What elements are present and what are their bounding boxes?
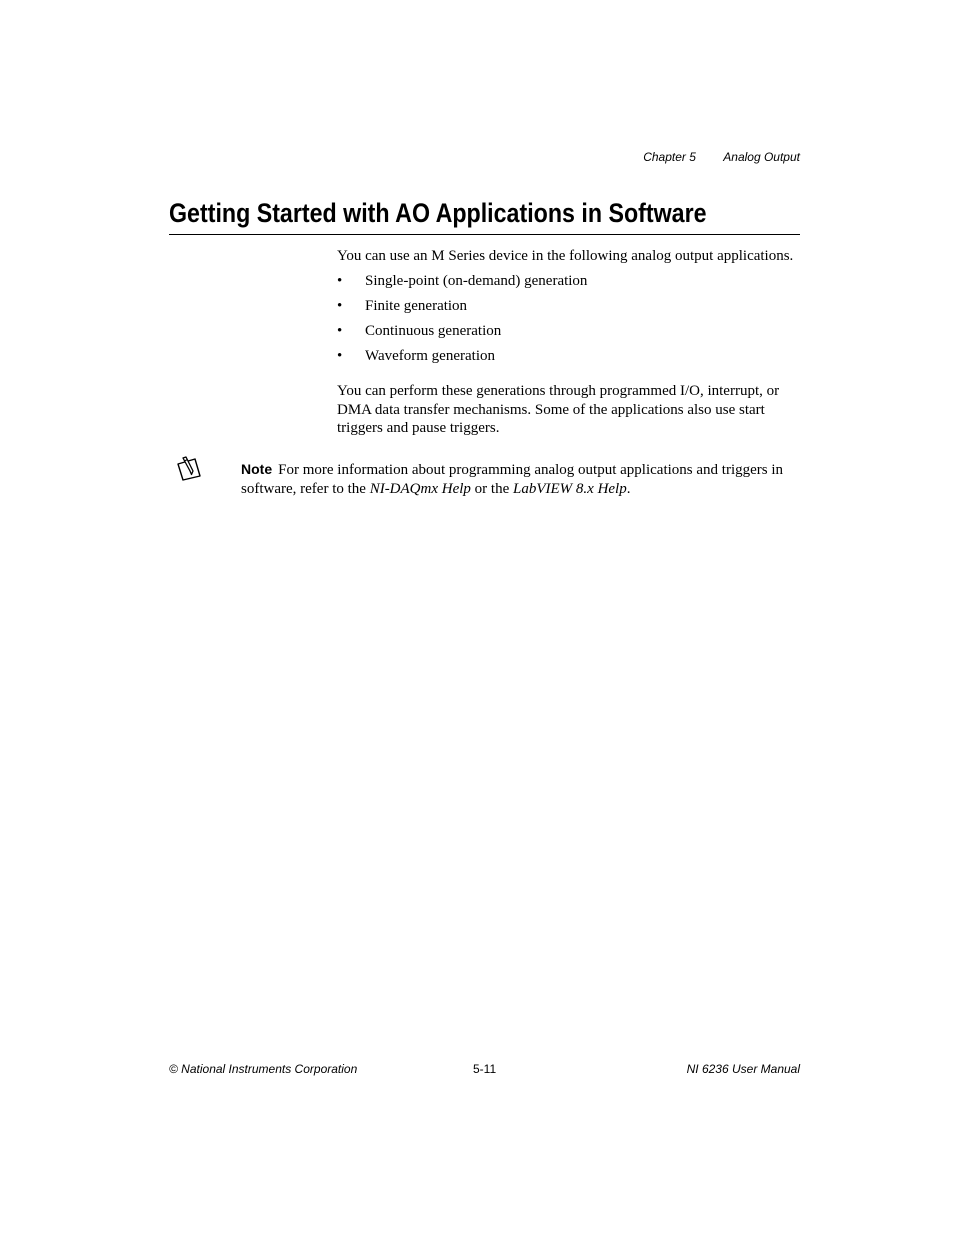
- note-label: Note: [241, 461, 273, 477]
- reference-daqmx-help: NI-DAQmx Help: [369, 480, 471, 497]
- list-item-text: Finite generation: [365, 298, 468, 314]
- application-list: [337, 272, 801, 372]
- section-title: Getting Started with AO Applications in Software: [169, 198, 707, 228]
- list-item: [337, 272, 801, 297]
- note-paragraph: [241, 460, 801, 498]
- intro-paragraph: You can use an M Series device in the following analog output applications.: [337, 248, 794, 264]
- bullet-icon: •: [337, 323, 343, 339]
- bullet-icon: •: [337, 273, 343, 289]
- transfer-paragraph: You can perform these generations through programmed I/O, interrupt, or DMA data transfer mechanisms. Some of the applications also use start triggers and pause triggers.: [337, 383, 780, 436]
- reference-labview-help: LabVIEW 8.x Help: [513, 480, 627, 497]
- header-section: Analog Output: [723, 150, 800, 164]
- list-item-text: Single-point (on-demand) generation: [365, 273, 588, 289]
- note-text-after: .: [626, 480, 631, 497]
- list-item: [337, 322, 801, 347]
- list-item-text: Waveform generation: [365, 348, 495, 364]
- list-item-text: Continuous generation: [365, 323, 502, 339]
- list-item: [337, 347, 801, 372]
- footer-manual-title: NI 6236 User Manual: [686, 1062, 800, 1076]
- header-chapter: Chapter 5: [643, 150, 696, 164]
- note-pencil-icon: [175, 455, 205, 481]
- title-rule: [169, 234, 800, 235]
- footer-page-number: 5-11: [473, 1062, 497, 1076]
- list-item: [337, 297, 801, 322]
- note-text-before: For more information about programming analog output applications and triggers in software, refer to the: [241, 462, 784, 497]
- bullet-icon: •: [337, 348, 343, 364]
- bullet-icon: •: [337, 298, 343, 314]
- note-text-middle: or the: [470, 480, 513, 497]
- footer-copyright: © National Instruments Corporation: [169, 1062, 358, 1076]
- running-header: [643, 150, 800, 164]
